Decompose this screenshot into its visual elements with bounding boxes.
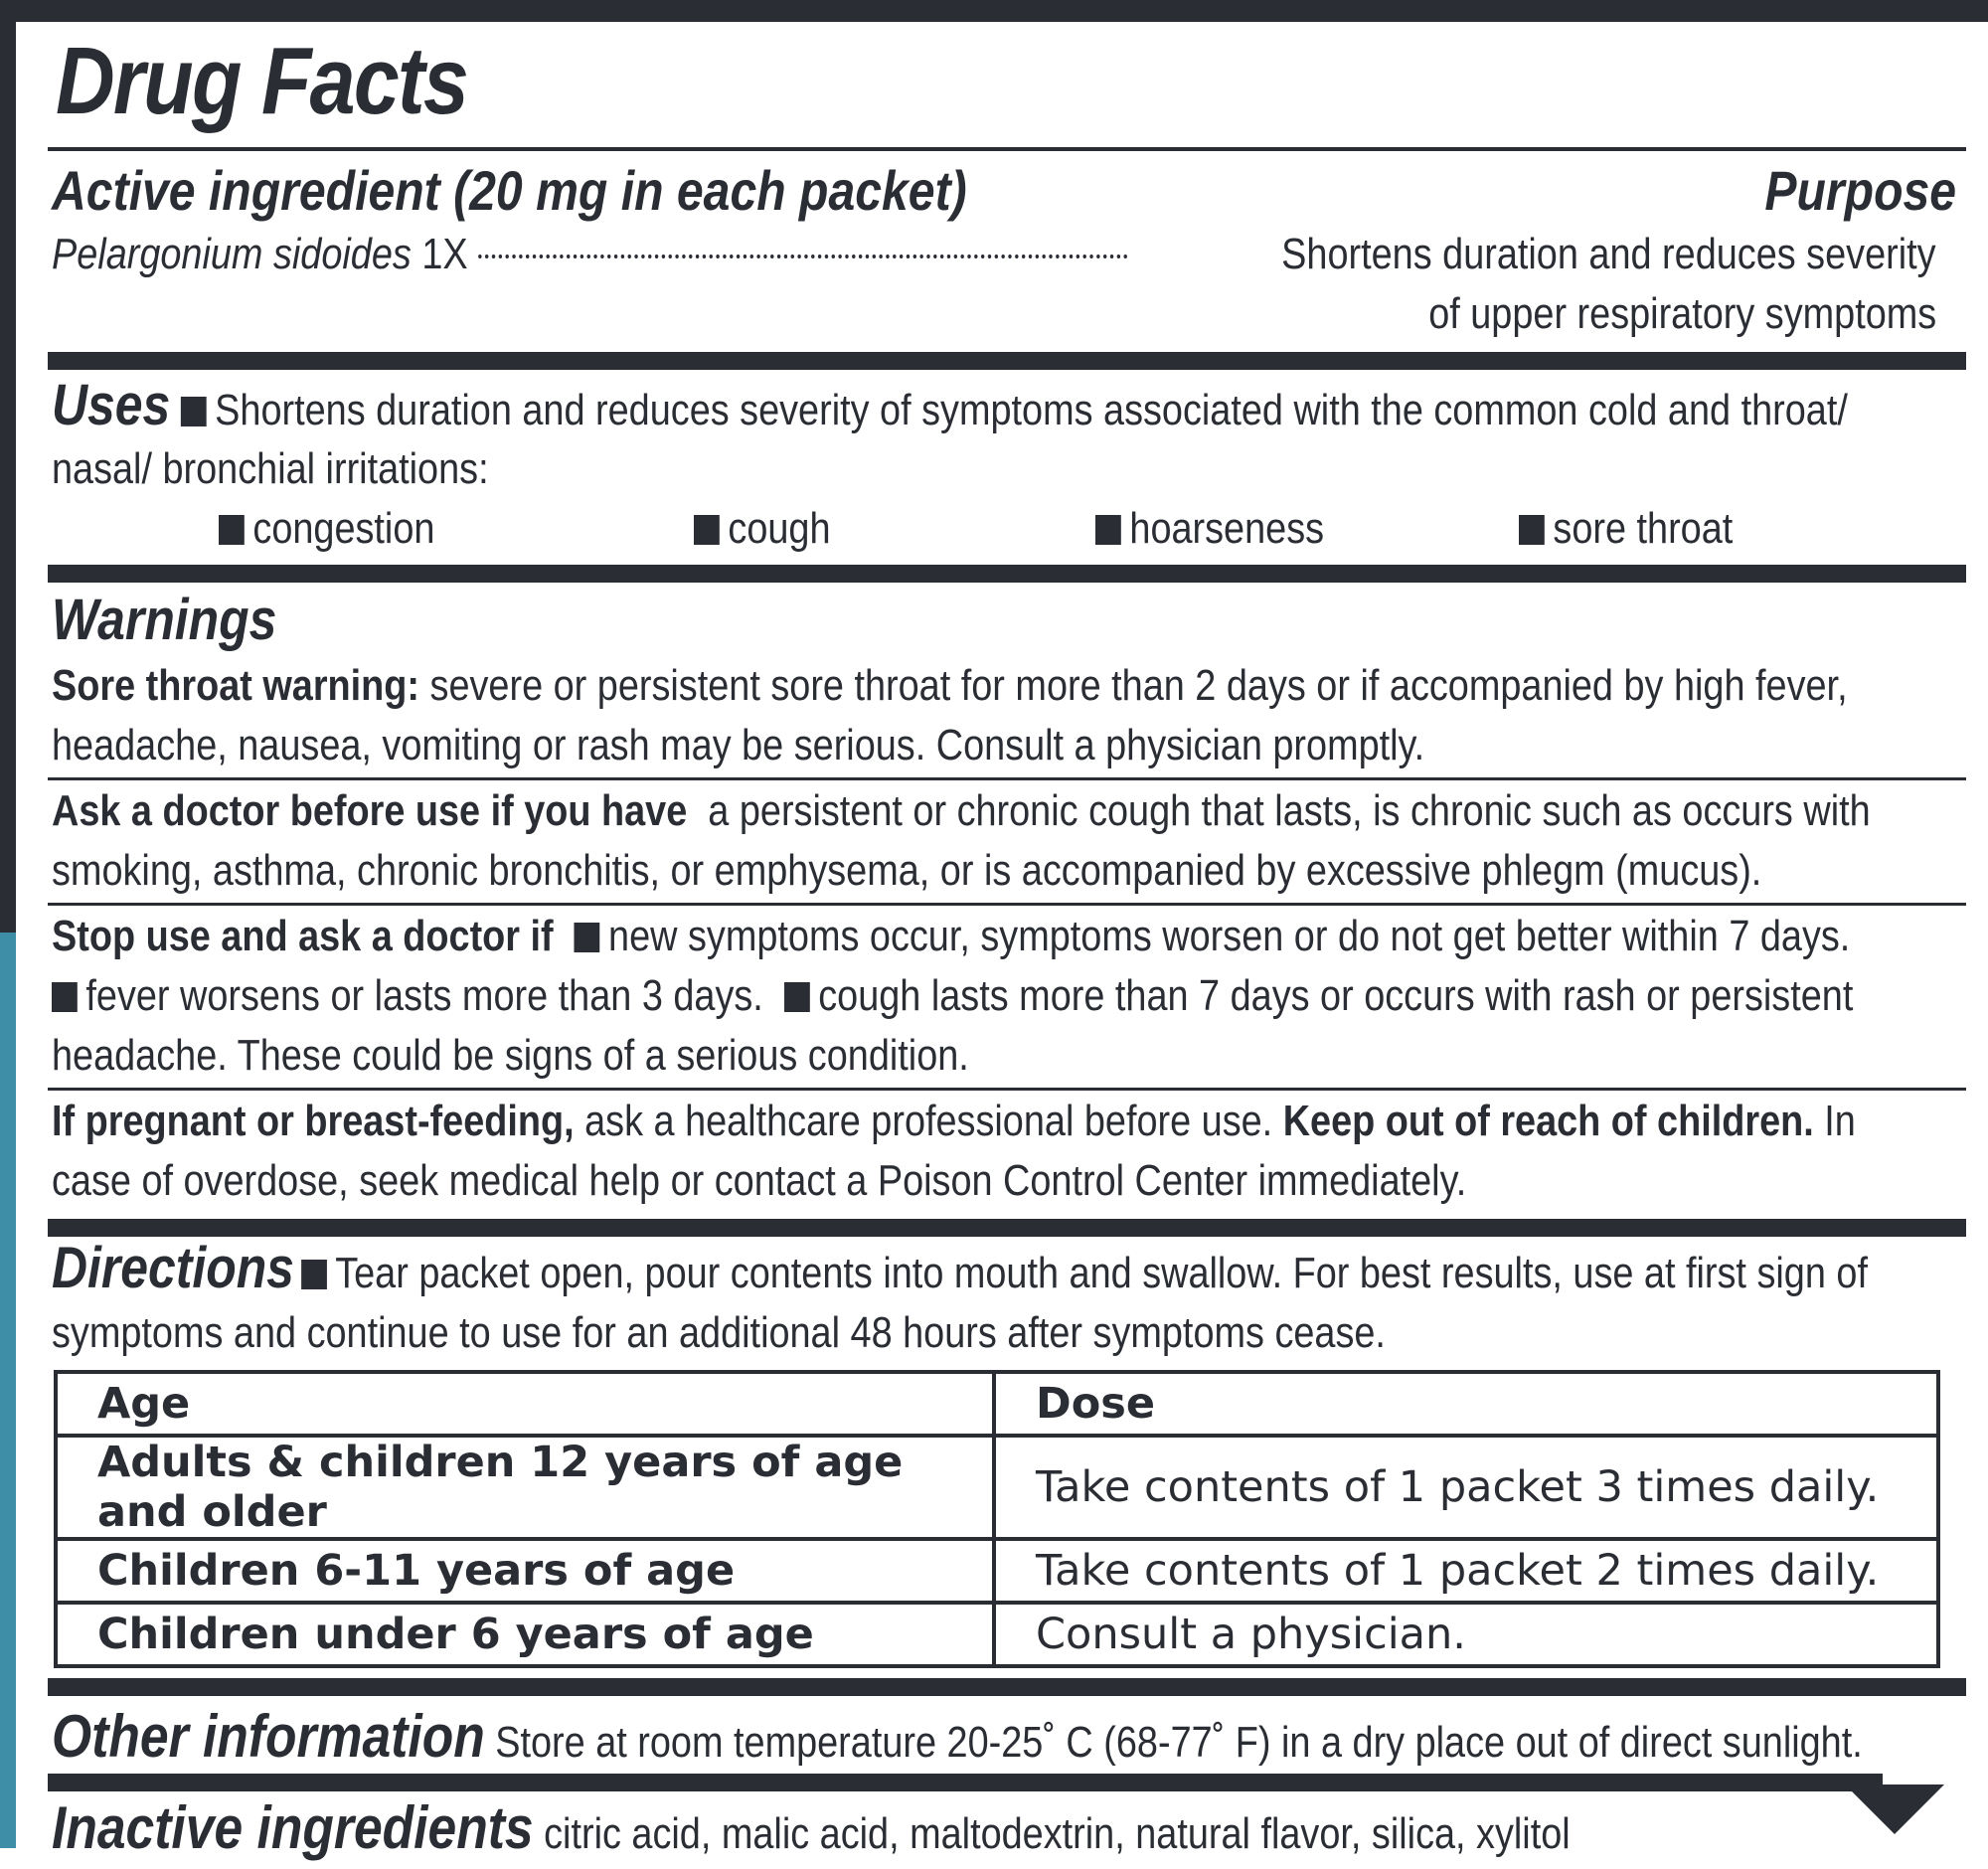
warnings-heading: Warnings xyxy=(52,588,277,652)
sore-throat-warning: Sore throat warning: severe or persistent sore throat for more than 2 days or if accompanied by high fever, headache, nausea, vomiting or rash may be serious. Consult a physician promptly. xyxy=(52,661,1848,769)
symptom-hoarseness: hoarseness xyxy=(1129,504,1325,553)
ingredient-name: Pelargonium sidoides xyxy=(52,230,412,278)
section-divider xyxy=(48,352,1966,370)
other-info-text: Store at room temperature 20-25˚ C (68-77˚ F) in a dry place out of direct sunlight. xyxy=(495,1718,1863,1767)
other-information xyxy=(52,1702,1863,1778)
warning-divider xyxy=(48,903,1966,906)
ask-doctor-label: Ask a doctor before use if you have xyxy=(52,786,688,835)
active-ingredient-heading: Active ingredient (20 mg in each packet) xyxy=(52,159,967,222)
table-header-row xyxy=(56,1372,1938,1436)
stop-use-label: Stop use and ask a doctor if xyxy=(52,912,554,960)
table-header-age: Age xyxy=(56,1372,994,1436)
table-row xyxy=(56,1539,1938,1603)
continue-arrow-icon xyxy=(1845,1784,1944,1834)
pregnant-label: If pregnant or breast-feeding, xyxy=(52,1097,575,1145)
bullet-square-icon xyxy=(301,1260,327,1289)
directions-heading: Directions xyxy=(52,1236,294,1300)
sore-throat-label: Sore throat warning: xyxy=(52,661,420,710)
uses-line-1 xyxy=(52,373,1848,440)
symptom-item xyxy=(1519,499,1733,559)
inactive-heading: Inactive ingredients xyxy=(52,1794,534,1861)
inactive-ingredients xyxy=(52,1793,1571,1869)
table-cell-dose: Take contents of 1 packet 2 times daily. xyxy=(994,1539,1938,1603)
table-row xyxy=(56,1603,1938,1666)
table-cell-age: Children under 6 years of age xyxy=(56,1603,994,1666)
table-cell-age: Adults & children 12 years of age and older xyxy=(56,1436,994,1539)
purpose-line-2: of upper respiratory symptoms xyxy=(1427,289,1936,338)
bullet-square-icon xyxy=(1519,515,1545,545)
rule-under-title xyxy=(48,147,1966,151)
uses-heading: Uses xyxy=(52,373,171,437)
ask-doctor-warning: Ask a doctor before use if you have a persistent or chronic cough that lasts, is chronic such as occurs with smoking, asthma, chronic bronchitis, or emphysema, or is accompanied by excessive phlegm (mucus). xyxy=(52,786,1871,895)
ingredient-strength: 1X xyxy=(421,230,468,278)
symptom-cough: cough xyxy=(728,504,831,553)
top-border xyxy=(0,0,1988,22)
symptom-sore-throat: sore throat xyxy=(1553,504,1734,553)
purpose-line-1: Shortens duration and reduces severity xyxy=(1281,230,1936,278)
leader-dots xyxy=(478,255,1128,258)
drug-facts-panel xyxy=(48,22,1966,1861)
purpose-heading: Purpose xyxy=(1764,159,1956,222)
inactive-text: citric acid, malic acid, maltodextrin, natural flavor, silica, xylitol xyxy=(544,1809,1571,1858)
symptom-congestion: congestion xyxy=(252,504,435,553)
other-info-heading: Other information xyxy=(52,1703,485,1770)
table-cell-dose: Take contents of 1 packet 3 times daily. xyxy=(994,1436,1938,1539)
table-cell-age: Children 6-11 years of age xyxy=(56,1539,994,1603)
uses-text-1: Shortens duration and reduces severity of symptoms associated with the common cold and throat/ xyxy=(215,386,1848,434)
directions-section: Directions Tear packet open, pour contents into mouth and swallow. For best results, use at first sign of symptoms and continue to use for an additional 48 hours after symptoms cease. xyxy=(52,1236,1868,1357)
bullet-square-icon xyxy=(219,515,245,545)
table-row xyxy=(56,1436,1938,1539)
dosage-table xyxy=(54,1370,1940,1668)
symptom-item xyxy=(219,499,434,559)
active-ingredient-row xyxy=(52,225,1128,284)
drug-facts-title: Drug Facts xyxy=(56,28,468,134)
table-cell-dose: Consult a physician. xyxy=(994,1603,1938,1666)
bullet-square-icon xyxy=(694,515,720,545)
bullet-square-icon xyxy=(575,923,600,952)
pregnancy-warning: If pregnant or breast-feeding, ask a healthcare professional before use. Keep out of reach of children. In case of overdose, seek medical help or contact a Poison Control Center immediately. xyxy=(52,1097,1856,1205)
symptom-item xyxy=(1095,499,1324,559)
bullet-square-icon xyxy=(1095,515,1121,545)
bullet-square-icon xyxy=(181,397,207,426)
table-header-dose: Dose xyxy=(994,1372,1938,1436)
warning-divider xyxy=(48,1088,1966,1091)
warning-divider xyxy=(48,777,1966,780)
bullet-square-icon xyxy=(784,982,810,1012)
section-divider xyxy=(48,1219,1966,1237)
section-divider xyxy=(48,1678,1966,1696)
section-divider xyxy=(48,1774,1883,1791)
keep-out-label: Keep out of reach of children. xyxy=(1282,1097,1814,1145)
teal-accent-strip xyxy=(0,933,16,1848)
symptom-item xyxy=(694,499,831,559)
bullet-square-icon xyxy=(52,982,78,1012)
section-divider xyxy=(48,565,1966,583)
stop-use-warning: Stop use and ask a doctor if new symptoms occur, symptoms worsen or do not get better within 7 days. fever worsens or lasts more than 3 days. cough lasts more than 7 days or occurs with rash or persistent headache. These could be signs of a serious condition. xyxy=(52,912,1854,1080)
uses-line-2: nasal/ bronchial irritations: xyxy=(52,444,489,493)
